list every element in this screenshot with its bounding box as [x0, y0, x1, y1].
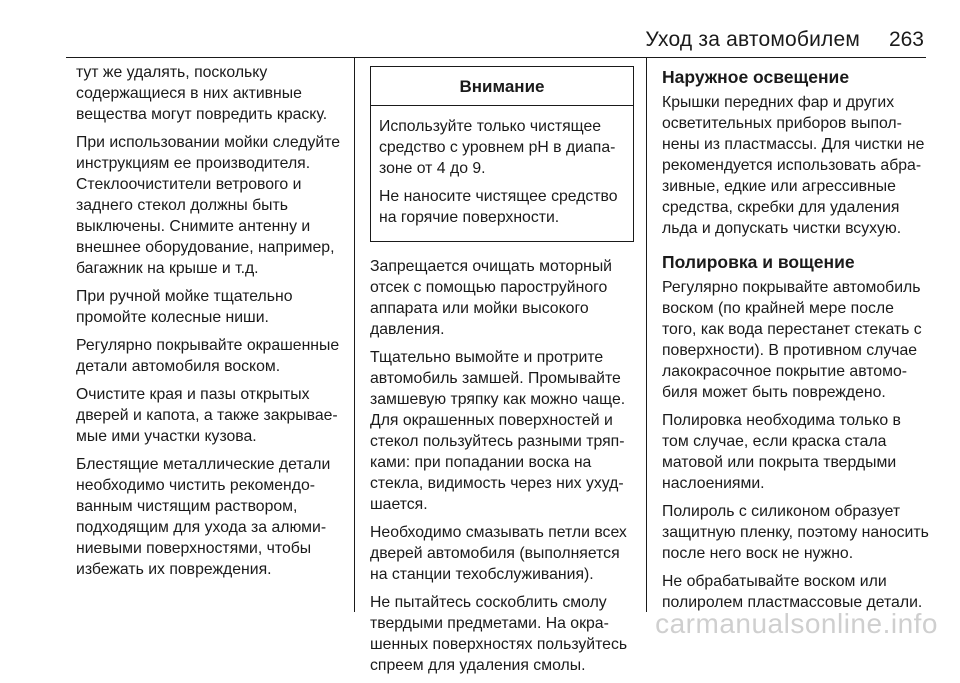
section-heading-exterior-lighting: Наружное освещение — [662, 67, 850, 87]
warning-body — [371, 106, 633, 241]
watermark: carmanualsonline.info — [655, 608, 938, 639]
section-heading-polishing: Полировка и вощение — [662, 252, 855, 272]
paragraph: Необходимо смазывать петли всех дверей автомобиля (выполняется на станции техобслуживания). — [370, 524, 627, 583]
warning-box — [370, 66, 634, 242]
chapter-title: Уход за автомобилем — [645, 28, 860, 51]
column-divider-2 — [646, 58, 647, 612]
warning-title: Внимание — [371, 67, 633, 106]
paragraph: Запрещается очищать моторный отсек с помощью пароструйного аппарата или мойки высокого давления. — [370, 258, 613, 338]
paragraph: Не обрабатывайте воском или полиролем пластмассовые детали. — [662, 573, 923, 611]
header-divider — [66, 57, 926, 58]
paragraph: Регулярно покрывайте автомобиль воском (по крайней мере после того, как вода перестанет стекать с поверхности). В противном случае лакокрасочное покрытие автомобиля может быть повреждено. — [662, 279, 922, 401]
paragraph: Очистите края и пазы открытых дверей и капота, а также закрываемые ими участки кузова. — [76, 386, 338, 445]
paragraph: При ручной мойке тщательно промойте колесные ниши. — [76, 288, 293, 326]
paragraph: Крышки передних фар и других осветительных приборов выполнены из пластмассы. Для чистки не рекомендуется использовать абразивные, едкие или агрессивные средства, скребки для удаления льда и допускать чистки всухую. — [662, 94, 925, 237]
paragraph: При использовании мойки следуйте инструкциям ее производителя. Стеклоочистители ветрового и заднего стекол должны быть выключены. Снимите антенну и внешнее оборудование, например, багажник на крыше и т.д. — [76, 134, 341, 277]
paragraph: Блестящие металлические детали необходимо чистить рекомендованным чистящим раствором, подходящим для ухода за алюминиевыми поверхностями, чтобы избежать их повреждения. — [76, 456, 331, 578]
page-number: 263 — [888, 28, 924, 51]
page-header — [0, 0, 960, 58]
paragraph: Тщательно вымойте и протрите автомобиль замшей. Промывайте замшевую тряпку как можно чаще. Для окрашенных поверхностей и стекол пользуйтесь разными тряпками: при попадании воска на стекла, видимость через них ухудшается. — [370, 349, 626, 513]
paragraph: Регулярно покрывайте окрашенные детали автомобиля воском. — [76, 337, 340, 375]
column-3 — [662, 66, 930, 620]
column-1 — [76, 62, 346, 587]
paragraph: Полироль с силиконом образует защитную пленку, поэтому наносить после него воск не нужно. — [662, 503, 929, 562]
column-divider-1 — [354, 58, 355, 612]
column-2 — [370, 66, 636, 683]
paragraph: Полировка необходима только в том случае, если краска стала матовой или покрыта твердыми наслоениями. — [662, 412, 901, 492]
warning-paragraph: Не наносите чистящее средство на горячие поверхности. — [379, 188, 618, 226]
paragraph: Не пытайтесь соскоблить смолу твердыми предметами. На окрашенных поверхностях пользуйтесь спреем для удаления смолы. — [370, 594, 628, 674]
warning-paragraph: Используйте только чистящее средство с уровнем pH в диапазоне от 4 до 9. — [379, 118, 616, 177]
paragraph: тут же удалять, поскольку содержащиеся в них активные вещества могут повредить краску. — [76, 64, 328, 123]
